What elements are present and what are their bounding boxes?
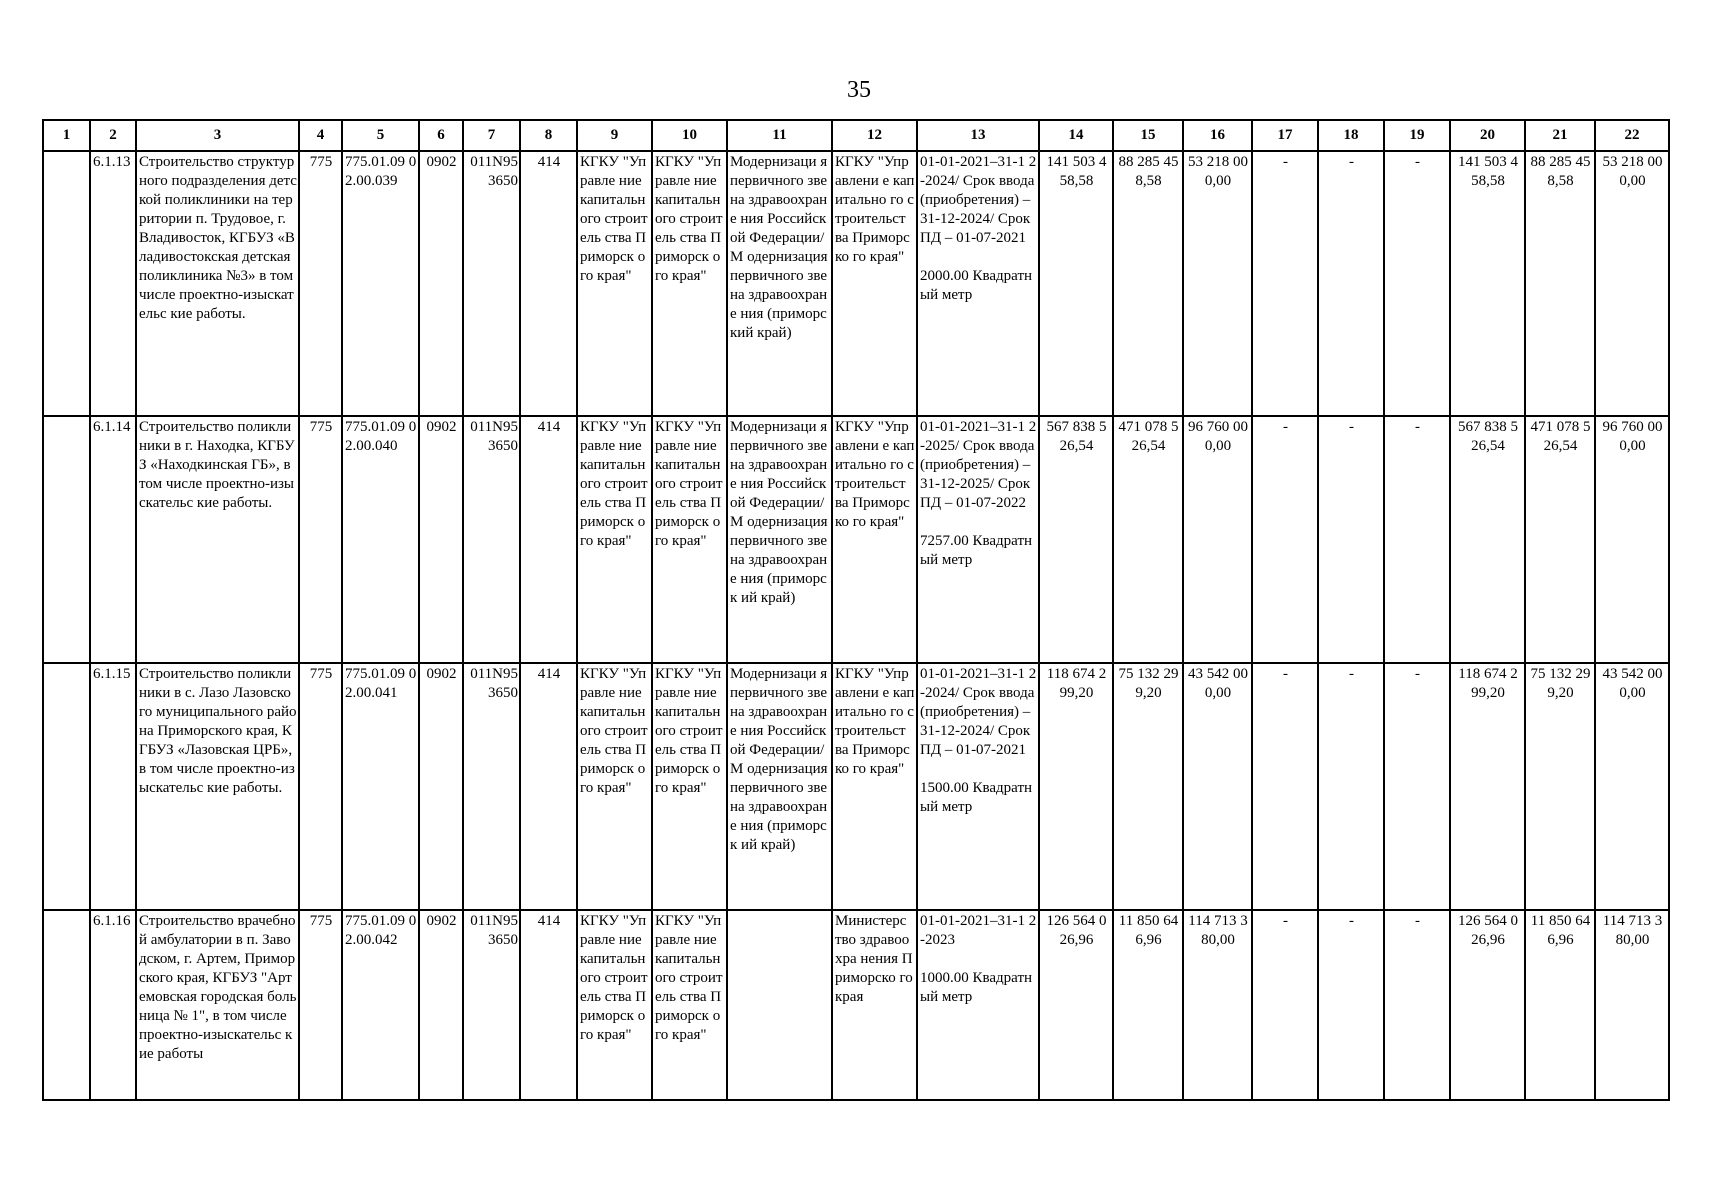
- cell-col-12: КГКУ "Управлени е капитально го строительст ва Приморско го края": [832, 151, 917, 416]
- column-header: 22: [1595, 120, 1669, 151]
- column-header: 2: [90, 120, 136, 151]
- cell-col-9: КГКУ "Управле ние капитальн ого строитель ства Приморск ого края": [577, 910, 652, 1100]
- cell-col-6: 0902: [419, 151, 463, 416]
- cell-col-9: КГКУ "Управле ние капитальн ого строитель ства Приморск ого края": [577, 151, 652, 416]
- cell-col-10: КГКУ "Управле ние капитальн ого строитель ства Приморск ого края": [652, 151, 727, 416]
- cell-col-10: КГКУ "Управле ние капитальн ого строитель ства Приморск ого края": [652, 416, 727, 663]
- cell-col-18: -: [1318, 663, 1384, 910]
- cell-object-name: Строительство поликлиники в с. Лазо Лазовского муниципального района Приморского края, КГБУЗ «Лазовская ЦРБ», в том числе проектно-изыскательс кие работы.: [136, 663, 299, 910]
- cell-col-6: 0902: [419, 416, 463, 663]
- cell-col-4: 775: [299, 416, 342, 663]
- table-row: [43, 910, 1669, 1100]
- cell-col-17: -: [1252, 910, 1318, 1100]
- cell-object-name: Строительство врачебной амбулатории в п. Заводском, г. Артем, Приморского края, КГБУЗ "Артемовская городская больница № 1", в том числе проектно-изыскательс кие работы: [136, 910, 299, 1100]
- column-header: 16: [1183, 120, 1252, 151]
- cell-col-8: 414: [520, 910, 577, 1100]
- cell-col-21: 471 078 5 26,54: [1525, 416, 1595, 663]
- column-header: 14: [1039, 120, 1113, 151]
- page-number: 35: [847, 77, 871, 103]
- cell-col-1: [43, 910, 90, 1100]
- cell-col-11: Модернизаци я первичного звена здравоохране ния Российской Федерации/М одернизация первичного звена здравоохране ния (приморск ий край): [727, 663, 832, 910]
- column-header: 20: [1450, 120, 1525, 151]
- column-header-row: [43, 120, 1669, 151]
- cell-col-17: -: [1252, 416, 1318, 663]
- cell-col-4: 775: [299, 151, 342, 416]
- cell-col-22: 96 760 00 0,00: [1595, 416, 1669, 663]
- cell-col-12: КГКУ "Управлени е капитально го строительст ва Приморско го края": [832, 663, 917, 910]
- cell-item-number: 6.1.13: [90, 151, 136, 416]
- cell-col-5: 775.01.09 02.00.039: [342, 151, 419, 416]
- cell-col-21: 88 285 45 8,58: [1525, 151, 1595, 416]
- cell-col-13: 01-01-2021–31-1 2-2025/ Срок ввода (приобретения) – 31-12-2025/ Срок ПД – 01-07-2022 7257.00 Квадратный метр: [917, 416, 1039, 663]
- cell-col-20: 567 838 5 26,54: [1450, 416, 1525, 663]
- cell-col-19: -: [1384, 416, 1450, 663]
- cell-col-15: 88 285 45 8,58: [1113, 151, 1183, 416]
- cell-col-10: КГКУ "Управле ние капитальн ого строитель ства Приморск ого края": [652, 663, 727, 910]
- cell-col-12: КГКУ "Управлени е капитально го строительст ва Приморско го края": [832, 416, 917, 663]
- column-header: 18: [1318, 120, 1384, 151]
- column-header: 7: [463, 120, 520, 151]
- cell-col-8: 414: [520, 416, 577, 663]
- cell-col-18: -: [1318, 416, 1384, 663]
- column-header: 1: [43, 120, 90, 151]
- cell-col-11: [727, 910, 832, 1100]
- cell-col-4: 775: [299, 910, 342, 1100]
- cell-col-5: 775.01.09 02.00.040: [342, 416, 419, 663]
- cell-object-name: Строительство структурного подразделения детской поликлиники на территории п. Трудовое, г. Владивосток, КГБУЗ «Владивостокская детская поликлиника №3» в том числе проектно-изыскательс кие работы.: [136, 151, 299, 416]
- cell-col-10: КГКУ "Управле ние капитальн ого строитель ства Приморск ого края": [652, 910, 727, 1100]
- cell-col-19: -: [1384, 151, 1450, 416]
- table-row: [43, 416, 1669, 663]
- cell-col-11: Модернизаци я первичного звена здравоохране ния Российской Федерации/М одернизация первичного звена здравоохране ния (приморск ий край): [727, 416, 832, 663]
- cell-col-14: 118 674 2 99,20: [1039, 663, 1113, 910]
- cell-col-7: 011N95 3650: [463, 663, 520, 910]
- cell-col-17: -: [1252, 151, 1318, 416]
- cell-item-number: 6.1.16: [90, 910, 136, 1100]
- column-header: 15: [1113, 120, 1183, 151]
- cell-col-13: 01-01-2021–31-1 2-2024/ Срок ввода (приобретения) – 31-12-2024/ Срок ПД – 01-07-2021 1500.00 Квадратный метр: [917, 663, 1039, 910]
- column-header: 17: [1252, 120, 1318, 151]
- cell-col-8: 414: [520, 151, 577, 416]
- cell-col-1: [43, 416, 90, 663]
- column-header: 9: [577, 120, 652, 151]
- cell-col-5: 775.01.09 02.00.042: [342, 910, 419, 1100]
- cell-col-14: 126 564 0 26,96: [1039, 910, 1113, 1100]
- column-header: 10: [652, 120, 727, 151]
- cell-col-7: 011N95 3650: [463, 910, 520, 1100]
- cell-col-14: 141 503 4 58,58: [1039, 151, 1113, 416]
- column-header: 19: [1384, 120, 1450, 151]
- cell-col-1: [43, 663, 90, 910]
- cell-col-11: Модернизаци я первичного звена здравоохране ния Российской Федерации/М одернизация первичного звена здравоохране ния (приморский край): [727, 151, 832, 416]
- cell-col-18: -: [1318, 910, 1384, 1100]
- column-header: 12: [832, 120, 917, 151]
- column-header: 8: [520, 120, 577, 151]
- cell-col-21: 75 132 29 9,20: [1525, 663, 1595, 910]
- cell-col-20: 126 564 0 26,96: [1450, 910, 1525, 1100]
- cell-col-5: 775.01.09 02.00.041: [342, 663, 419, 910]
- cell-col-14: 567 838 5 26,54: [1039, 416, 1113, 663]
- cell-col-1: [43, 151, 90, 416]
- column-header: 6: [419, 120, 463, 151]
- cell-col-13: 01-01-2021–31-1 2-2024/ Срок ввода (приобретения) – 31-12-2024/ Срок ПД – 01-07-2021 2000.00 Квадратный метр: [917, 151, 1039, 416]
- cell-col-20: 118 674 2 99,20: [1450, 663, 1525, 910]
- cell-col-7: 011N95 3650: [463, 151, 520, 416]
- column-header: 21: [1525, 120, 1595, 151]
- column-header: 4: [299, 120, 342, 151]
- cell-col-21: 11 850 64 6,96: [1525, 910, 1595, 1100]
- cell-col-9: КГКУ "Управле ние капитальн ого строитель ства Приморск ого края": [577, 416, 652, 663]
- cell-col-4: 775: [299, 663, 342, 910]
- cell-col-16: 114 713 3 80,00: [1183, 910, 1252, 1100]
- cell-col-20: 141 503 4 58,58: [1450, 151, 1525, 416]
- column-header: 13: [917, 120, 1039, 151]
- cell-col-16: 53 218 00 0,00: [1183, 151, 1252, 416]
- cell-col-15: 11 850 64 6,96: [1113, 910, 1183, 1100]
- cell-col-15: 471 078 5 26,54: [1113, 416, 1183, 663]
- column-header: 11: [727, 120, 832, 151]
- cell-object-name: Строительство поликлиники в г. Находка, КГБУЗ «Находкинская ГБ», в том числе проектно-изыскательс кие работы.: [136, 416, 299, 663]
- cell-col-19: -: [1384, 663, 1450, 910]
- projects-table: [42, 119, 1670, 1101]
- cell-col-6: 0902: [419, 663, 463, 910]
- cell-col-18: -: [1318, 151, 1384, 416]
- cell-col-6: 0902: [419, 910, 463, 1100]
- cell-col-7: 011N95 3650: [463, 416, 520, 663]
- cell-item-number: 6.1.14: [90, 416, 136, 663]
- column-header: 3: [136, 120, 299, 151]
- table-row: [43, 663, 1669, 910]
- cell-col-16: 96 760 00 0,00: [1183, 416, 1252, 663]
- cell-col-22: 43 542 00 0,00: [1595, 663, 1669, 910]
- cell-col-22: 53 218 00 0,00: [1595, 151, 1669, 416]
- cell-col-12: Министерс тво здравоохра нения Приморско го края: [832, 910, 917, 1100]
- cell-col-8: 414: [520, 663, 577, 910]
- cell-col-16: 43 542 00 0,00: [1183, 663, 1252, 910]
- cell-col-17: -: [1252, 663, 1318, 910]
- cell-item-number: 6.1.15: [90, 663, 136, 910]
- cell-col-19: -: [1384, 910, 1450, 1100]
- table-row: [43, 151, 1669, 416]
- cell-col-9: КГКУ "Управле ние капитальн ого строитель ства Приморск ого края": [577, 663, 652, 910]
- cell-col-15: 75 132 29 9,20: [1113, 663, 1183, 910]
- column-header: 5: [342, 120, 419, 151]
- cell-col-22: 114 713 3 80,00: [1595, 910, 1669, 1100]
- cell-col-13: 01-01-2021–31-1 2-2023 1000.00 Квадратный метр: [917, 910, 1039, 1100]
